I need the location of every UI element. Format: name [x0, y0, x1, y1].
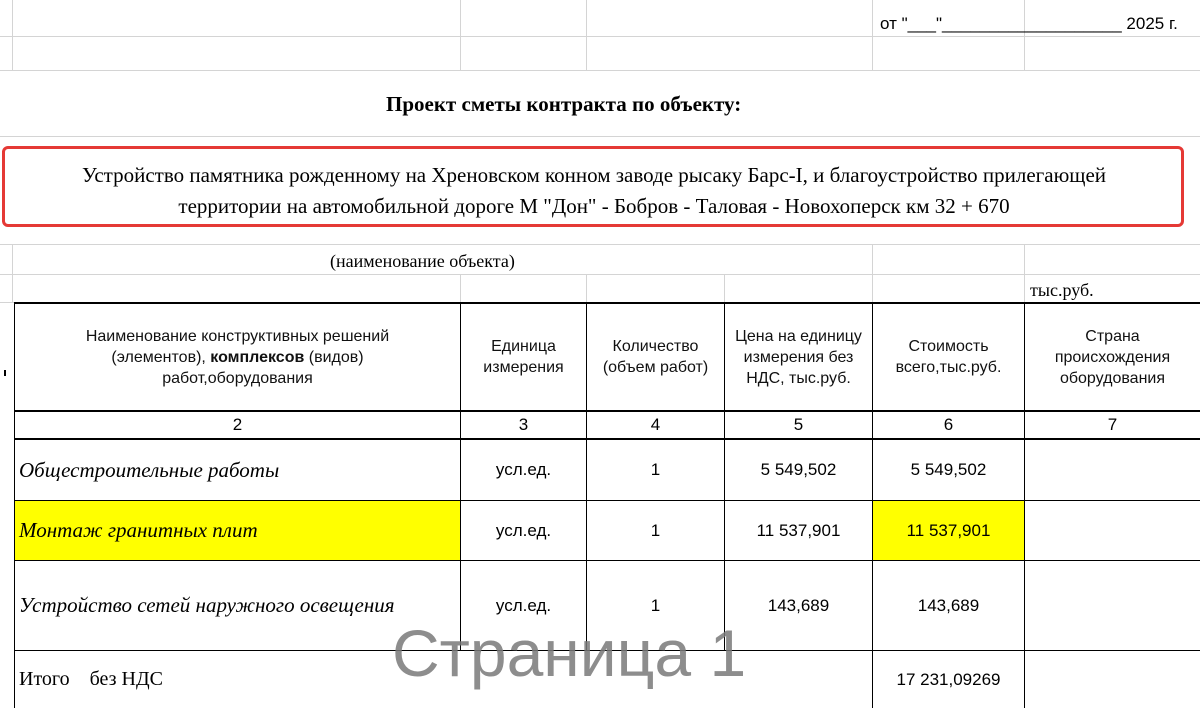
col-header-unit-text: Единица измерения [483, 338, 564, 376]
table-row-total: 143,689 [917, 595, 980, 615]
object-name-line1: Устройство памятника рожденному на Хреновском конном заводе рысаку Барс-I, и благоустройство прилегающей [81, 163, 1107, 187]
date-prefix: от " [880, 14, 908, 33]
col-header-qty-text: Количество (объем работ) [602, 338, 709, 376]
col-header-country [1025, 304, 1200, 410]
units-note: тыс.руб. [1030, 280, 1094, 300]
table-row-qty: 1 [650, 595, 661, 615]
col-header-unit [461, 304, 586, 410]
col-number-4: 4 [650, 415, 661, 434]
table-row-price: 143,689 [767, 595, 830, 615]
total-value: 17 231,09269 [896, 669, 1001, 689]
table-row-name: Устройство сетей наружного освещения [19, 593, 395, 617]
col-number-7: 7 [1107, 415, 1118, 434]
date-month-blank: ___________________ [942, 14, 1122, 33]
col-number-3: 3 [518, 415, 529, 434]
object-name-line2: территории на автомобильной дороге М "Дон" - Бобров - Таловая - Новохоперск км 32 + 670 [178, 194, 1010, 218]
table-row-country [1025, 440, 1200, 500]
col-number-2: 2 [232, 415, 243, 434]
date-line [880, 14, 1178, 34]
table-row-total: 5 549,502 [910, 460, 987, 479]
object-caption: (наименование объекта) [330, 251, 515, 271]
table-row-country [1025, 501, 1200, 560]
table-row-country [1025, 561, 1200, 650]
date-year: 2025 г. [1121, 14, 1178, 33]
col-header-price-text: Цена на единицу измерения без НДС, тыс.руб. [735, 327, 862, 387]
date-quote: " [936, 14, 943, 33]
table-row-price: 5 549,502 [760, 460, 837, 479]
total-label: Итого без НДС [19, 668, 163, 690]
col-header-qty [587, 304, 724, 410]
col-header-price [725, 304, 872, 410]
date-day-blank: ___ [907, 14, 936, 33]
col-header-total [873, 304, 1024, 410]
col-header-name-part2: (видов) работ,оборудования [162, 348, 364, 387]
table-row-qty: 1 [650, 520, 661, 540]
col-header-country-text: Страна происхождения оборудования [1054, 327, 1171, 387]
page-watermark: Страница 1 [392, 616, 747, 690]
col-header-name-bold: комплексов [210, 348, 305, 366]
col-header-name [15, 304, 460, 410]
col-number-6: 6 [943, 415, 954, 434]
table-row-unit: усл.ед. [495, 595, 552, 615]
table-row-price: 11 537,901 [756, 520, 841, 540]
table-row-unit: усл.ед. [495, 460, 552, 479]
table-row-name: Общестроительные работы [19, 457, 280, 482]
page-title: Проект сметы контракта по объекту: [386, 92, 742, 116]
table-row-unit: усл.ед. [495, 520, 552, 540]
table-row-total-highlighted: 11 537,901 [873, 501, 1024, 560]
col-header-total-text: Стоимость всего,тыс.руб. [895, 338, 1002, 376]
col-header-name-part1: Наименование конструктивных решений (элементов), [85, 327, 390, 366]
table-row-name-highlighted: Монтаж гранитных плит [15, 501, 460, 560]
table-row-qty: 1 [650, 460, 661, 479]
col-number-5: 5 [793, 415, 804, 434]
